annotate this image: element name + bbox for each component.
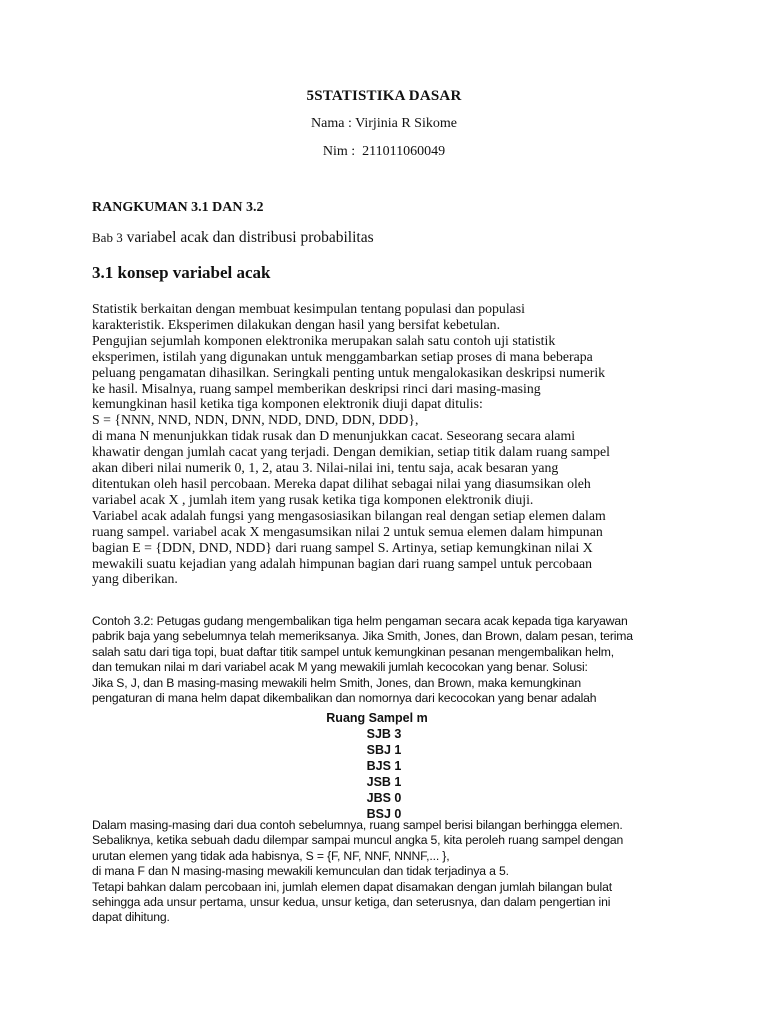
paragraph-countable [92, 818, 692, 926]
table-row: BSJ 0 [366, 807, 402, 821]
document-title: 5STATISTIKA DASAR [306, 88, 462, 104]
text-line: karakteristik. Eksperimen dilakukan dengan hasil yang bersifat kebetulan. [92, 316, 501, 332]
text-line: ruang sampel. variabel acak X mengasumsikan nilai 2 untuk semua elemen dalam himpunan [92, 523, 603, 539]
section-heading: 3.1 konsep variabel acak [92, 263, 271, 282]
text-line: salah satu dari tiga topi, buat daftar titik sampel untuk kemungkinan pesanan mengembalikan helm, [92, 644, 615, 659]
text-line: pengaturan di mana helm dapat dikembalikan dan nomornya dari kecocokan yang benar adalah [92, 691, 597, 706]
table-row: SBJ 1 [366, 743, 402, 757]
text-line: khawatir dengan jumlah cacat yang terjadi. Dengan demikian, setiap titik dalam ruang sampel [92, 444, 610, 460]
table-header: Ruang Sampel m [326, 711, 428, 725]
text-line: Statistik berkaitan dengan membuat kesimpulan tentang populasi dan populasi [92, 301, 525, 316]
author-name: Nama : Virjinia R Sikome [311, 116, 457, 131]
text-line: bagian E = {DDN, DND, NDD} dari ruang sampel S. Artinya, setiap kemungkinan nilai X [92, 539, 593, 555]
text-line: Dalam masing-masing dari dua contoh sebelumnya, ruang sampel berisi bilangan berhingga elemen. [92, 818, 623, 832]
text-line: kemungkinan hasil ketika tiga komponen elektronik diuji dapat ditulis: [92, 396, 483, 412]
text-line: pabrik baja yang sebelumnya telah memeriksanya. Jika Smith, Jones, dan Brown, dalam pesan, terima [92, 629, 633, 644]
table-row: JBS 0 [366, 791, 402, 805]
table-row: JSB 1 [366, 775, 402, 789]
text-line: Sebaliknya, ketika sebuah dadu dilempar sampai muncul angka 5, kita peroleh ruang sampel dengan [92, 833, 624, 848]
table-row: BJS 1 [366, 759, 402, 773]
summary-heading: RANGKUMAN 3.1 DAN 3.2 [92, 200, 264, 215]
text-line: di mana F dan N masing-masing mewakili kemunculan dan tidak terjadinya a 5. [92, 864, 509, 879]
chapter-heading [92, 229, 692, 247]
text-line: eksperimen, istilah yang digunakan untuk menggambarkan setiap proses di mana beberapa [92, 348, 593, 364]
text-line: Tetapi bahkan dalam percobaan ini, jumlah elemen dapat disamakan dengan jumlah bilangan bulat [92, 879, 612, 894]
text-line: variabel acak X , jumlah item yang rusak ketika tiga komponen elektronik diuji. [92, 491, 534, 507]
text-line: ditentukan oleh hasil percobaan. Mereka dapat dilihat sebagai nilai yang diasumsikan oleh [92, 475, 591, 491]
text-line: yang diberikan. [92, 571, 178, 587]
text-line: Contoh 3.2: Petugas gudang mengembalikan tiga helm pengaman secara acak kepada tiga karyawan [92, 614, 628, 628]
text-line: S = {NNN, NND, NDN, DNN, NDD, DND, DDN, DDD}, [92, 412, 419, 428]
text-line: di mana N menunjukkan tidak rusak dan D menunjukkan cacat. Seseorang secara alami [92, 428, 576, 444]
text-line: dapat dihitung. [92, 910, 170, 925]
text-line: sehingga ada unsur pertama, unsur kedua, unsur ketiga, dan seterusnya, dan dalam pengertian ini [92, 895, 611, 910]
text-line: peluang pengamatan dihasilkan. Seringkali penting untuk mengalokasikan deskripsi numerik [92, 364, 606, 380]
text-line: mewakili suatu kejadian yang adalah himpunan bagian dari ruang sampel untuk percobaan [92, 555, 592, 571]
text-line: akan diberi nilai numerik 0, 1, 2, atau 3. Nilai-nilai ini, tentu saja, acak besaran yang [92, 460, 559, 476]
student-id: Nim : 211011060049 [322, 144, 446, 159]
text-line: urutan elemen yang tidak ada habisnya, S = {F, NF, NNF, NNNF,... }, [92, 848, 450, 863]
text-line: Variabel acak adalah fungsi yang mengasosiasikan bilangan real dengan setiap elemen dalam [92, 507, 606, 523]
text-line: Pengujian sejumlah komponen elektronika merupakan salah satu contoh uji statistik [92, 332, 556, 348]
chapter-title: variabel acak dan distribusi probabilitas [126, 229, 374, 246]
paragraph-concept [92, 301, 692, 587]
chapter-prefix: Bab 3 [92, 230, 123, 245]
text-line: dan temukan nilai m dari variabel acak M yang mewakili jumlah kecocokan yang benar. Solusi: [92, 660, 588, 675]
sample-space-table [0, 710, 768, 822]
table-row: SJB 3 [366, 727, 402, 741]
text-line: ke hasil. Misalnya, ruang sampel memberikan deskripsi rinci dari masing-masing [92, 380, 541, 396]
paragraph-example [92, 614, 692, 706]
text-line: Jika S, J, dan B masing-masing mewakili helm Smith, Jones, dan Brown, maka kemungkinan [92, 675, 582, 690]
